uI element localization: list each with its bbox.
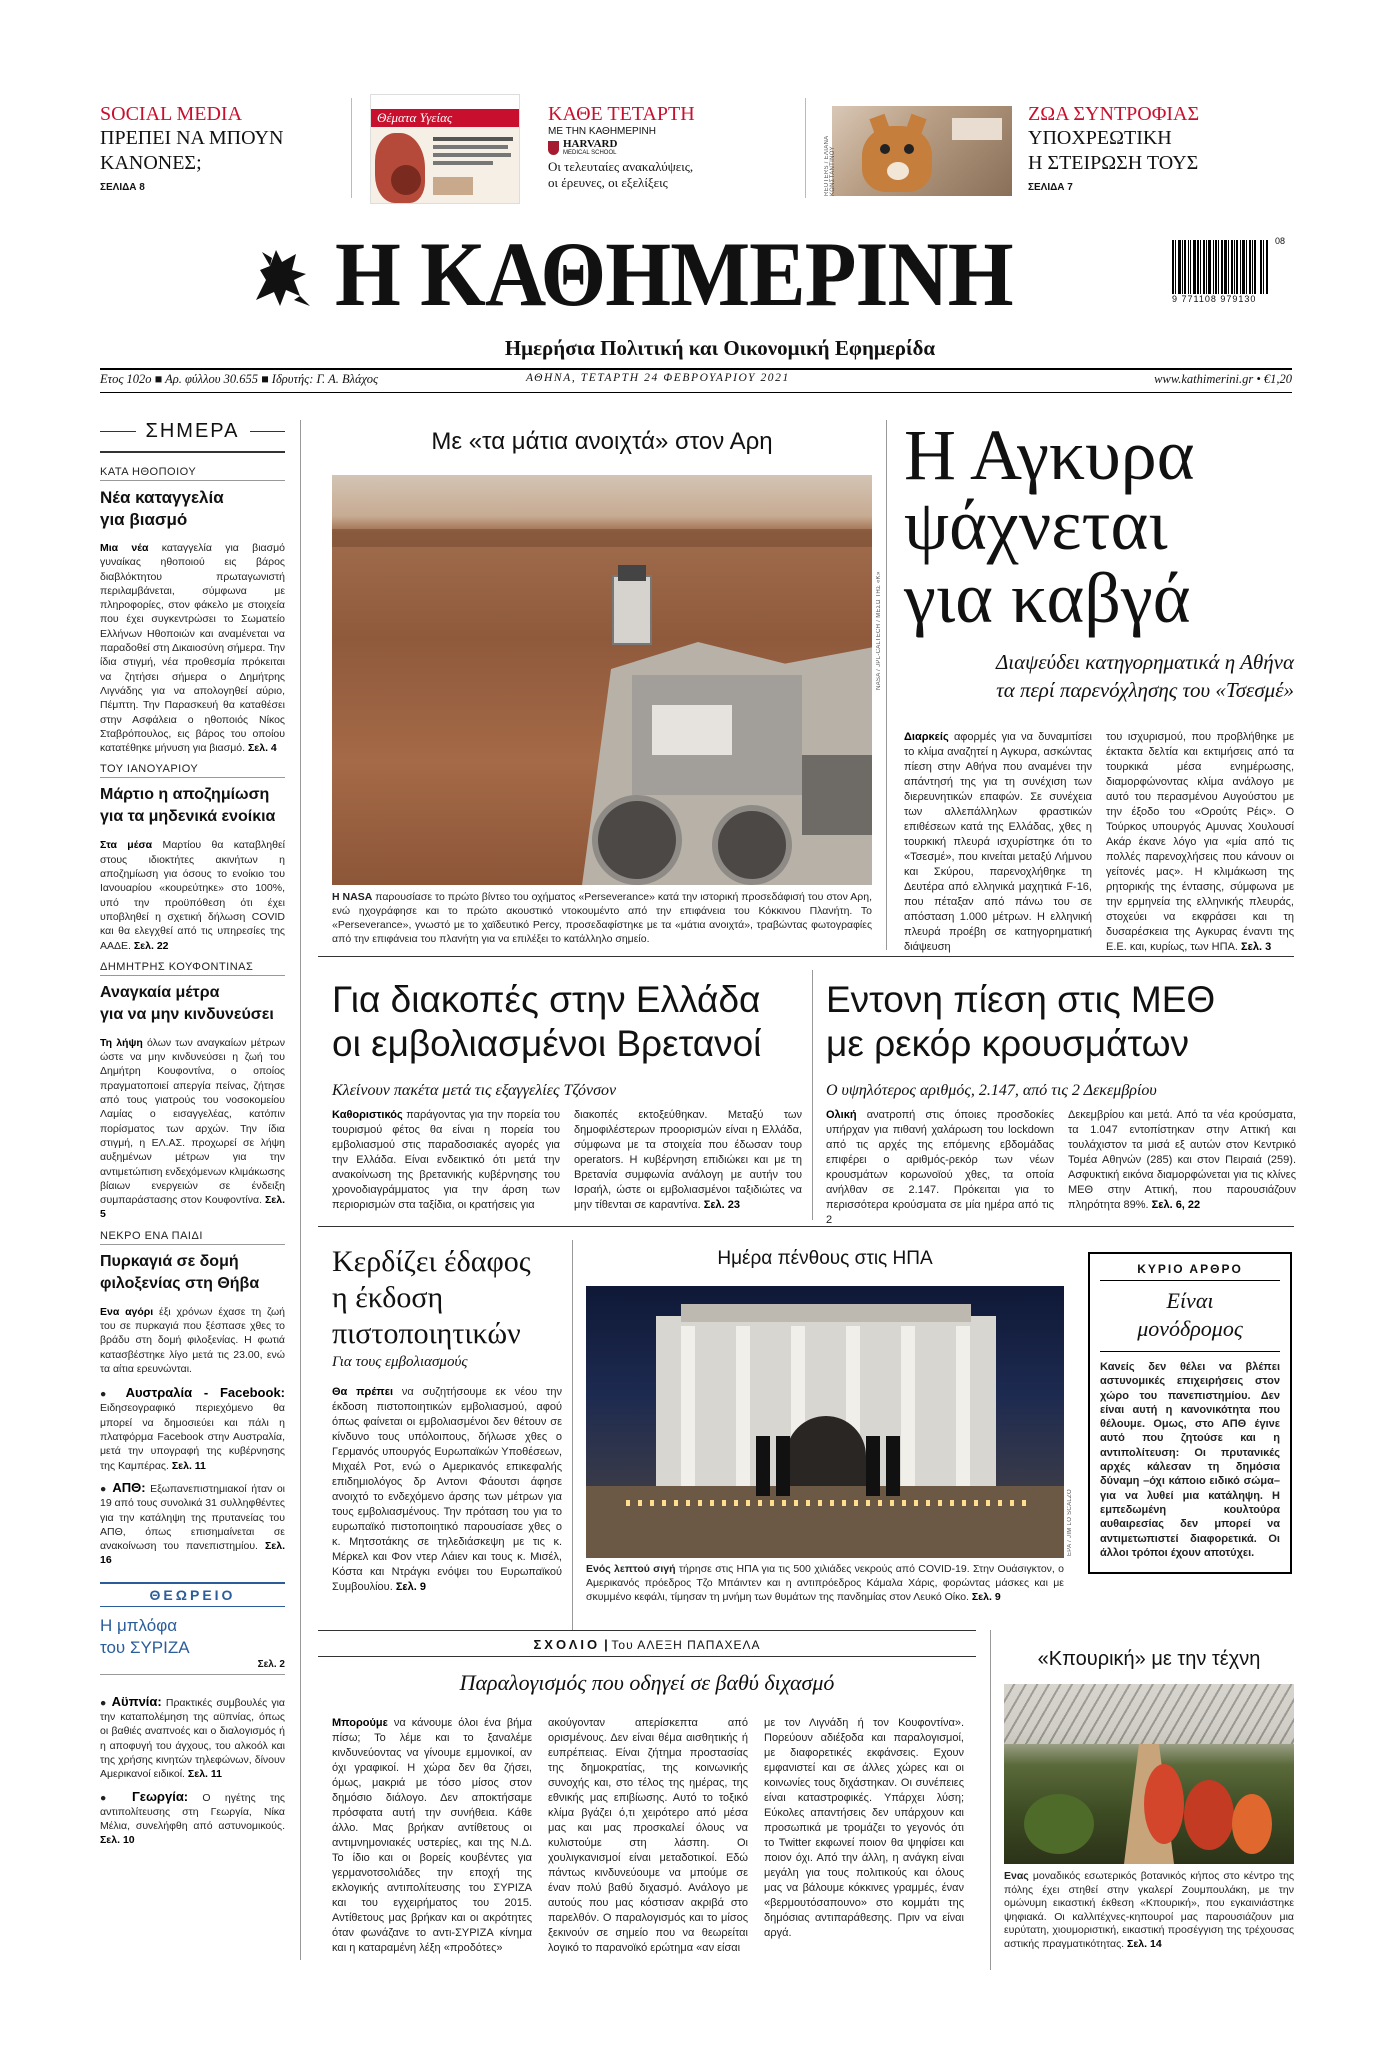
sidebar-kicker: ΝΕΚΡΟ ΕΝΑ ΠΑΙΔΙ bbox=[100, 1230, 285, 1245]
teaser-title: Η ΣΤΕΙΡΩΣΗ ΤΟΥΣ bbox=[1028, 152, 1199, 174]
kitten-photo[interactable] bbox=[832, 106, 1012, 196]
barcode-issue: 08 bbox=[1275, 236, 1286, 246]
britons-body: παράγοντας για την πορεία του τουρισμού φέτος θα είναι η πορεία του εμβολιασμού στις παραδοσιακές αγορές για την Ελλάδα. Είναι ενδεικτικό ότι μετά την ανακοίνωση της βρετανικής κυβέρνησης του χρονοδιαγράμματος για την άρση των περιορισμών στα ταξίδια, οι κρατήσεις για bbox=[332, 1109, 560, 1211]
ankara-subhead: τα περί παρενόχλησης του «Τσεσμέ» bbox=[996, 678, 1294, 702]
sidebar-lead: Ενα αγόρι bbox=[100, 1305, 154, 1318]
ankara-headline: για καβγά bbox=[904, 558, 1191, 638]
section-rule bbox=[318, 956, 1294, 957]
masthead-subtitle: Ημερήσια Πολιτική και Οικονομική Εφημερίδα bbox=[504, 336, 936, 360]
bullet-head: Γεωργία: bbox=[131, 1788, 189, 1804]
teaser-text: Οι τελευταίες ανακαλύψεις, bbox=[548, 159, 694, 174]
ankara-article[interactable] bbox=[904, 415, 1294, 704]
barcode-number: 9 771108 979130 bbox=[1172, 294, 1257, 304]
britons-subhead: Κλείνουν πακέτα μετά τις εξαγγελίες Τζόνσον bbox=[332, 1082, 617, 1099]
icu-body: ανατροπή στις όποιες προσδοκίες υπήρχαν για πιθανή χαλάρωση του lockdown από τις αρχές της επόμενης εβδομάδας επιφέρει ο αριθμός-ρεκόρ των νέων κρουσμάτων κορωνοϊού χθες, τα οποία ανήλθαν σε 2.147. Πρόκειται για το περισσότερα κρούσματα σε μία ημέρα από τις 2 bbox=[826, 1109, 1054, 1226]
teaser-social-media[interactable] bbox=[100, 102, 350, 193]
comment-label: ΣΧΟΛΙΟ bbox=[533, 1637, 601, 1652]
photo-credit: EPA / JIM LO SCALZO bbox=[1067, 1489, 1073, 1556]
icu-lead: Ολική bbox=[826, 1109, 857, 1121]
sidebar-page: Σελ. 22 bbox=[133, 939, 169, 952]
theatro-page: Σελ. 2 bbox=[100, 1659, 285, 1675]
theatro-label: ΘΕΩΡΕΙΟ bbox=[100, 1584, 285, 1607]
sidebar-page: Σελ. 4 bbox=[247, 742, 277, 755]
ankara-col2 bbox=[1106, 730, 1294, 955]
ankara-headline: ψάχνεται bbox=[904, 485, 1168, 565]
editorial-body: Κανείς δεν θέλει να βλέπει αστυνομικές επιχειρήσεις στον χώρο του πανεπιστημίου. Δεν είναι αυτή η κανονικότητα που θέλουμε. Ομως, στο ΑΠΘ έγινε αυτό που ζητούσε και η αντιπολίτευση: Οι πρυτανικές αρχές κάλεσαν τη δημόσια δύναμη –όχι κάποιο ειδικό σώμα– για να λυθεί μια κατάληψη. Η εμπεδωμένη κουλτούρα αυθαιρεσίας δεν μπορεί να αντιμετωπιστεί διαφορετικά. Οι άλλοι τρόποι έχουν αποτύχει. bbox=[1100, 1361, 1280, 1559]
section-rule bbox=[318, 1656, 976, 1657]
icu-col1 bbox=[826, 1108, 1054, 1228]
editorial-box[interactable] bbox=[1088, 1252, 1292, 1574]
teaser-divider bbox=[351, 98, 352, 198]
bullet-body: Εξωπανεπιστημιακοί ήταν οι 19 από τους συνολικά 31 συλληφθέντες για την κατάληψη της πρυτανείας του ΑΠΘ, όπως επισημαίνεται σε ανακοίνωση του πανεπιστημίου. bbox=[100, 1482, 285, 1553]
kitsch-headline[interactable]: «Κπουρική» με την τέχνη bbox=[1037, 1648, 1261, 1670]
teaser-kicker: ΖΩΑ ΣΥΝΤΡΟΦΙΑΣ bbox=[1028, 103, 1200, 125]
teaser-harvard[interactable] bbox=[548, 102, 788, 191]
sidebar-kicker: ΤΟΥ ΙΑΝΟΥΑΡΙΟΥ bbox=[100, 763, 285, 778]
certs-lead: Θα πρέπει bbox=[332, 1386, 394, 1398]
sidebar-lead: Τη λήψη bbox=[100, 1036, 143, 1049]
comment-lead: Μπορούμε bbox=[332, 1717, 388, 1729]
column-divider bbox=[990, 1630, 991, 1970]
comment-col2 bbox=[548, 1716, 748, 1956]
mars-caption bbox=[332, 890, 872, 946]
teaser-page: ΣΕΛΙΔΑ 7 bbox=[1028, 182, 1073, 193]
issue-info: Ετος 102ο ■ Αρ. φύλλου 30.655 ■ Ιδρυτής: Γ. Α. Βλάχος bbox=[100, 372, 379, 386]
caption-lead: Ενός λεπτού σιγή bbox=[586, 1563, 676, 1575]
white-house-photo[interactable] bbox=[586, 1286, 1064, 1558]
theatro-title: Η μπλόφα bbox=[100, 1615, 178, 1635]
website-price[interactable]: www.kathimerini.gr • €1,20 bbox=[1154, 372, 1292, 386]
certs-body: να συζητήσουμε εκ νέου την έκδοση πιστοποιητικών εμβολιασμού, αφού όπως φαίνεται οι εμβολιασμένοι δεν θέτουν σε κίνδυνο τους υπόλοιπους, δήλωσε χθες ο Γερμανός υπουργός Ευρωπαϊκών Υποθέσεων, Μιχαέλ Ροτ, ενώ ο Αμερικανός επικεφαλής επιδημιολόγος δρ Αντονι Φάουτσι άφησε ανοιχτό το ενδεχόμενο άρσης των μέτρων για τους εμβολιασμένους. Την πρόταση του για το ευρωπαϊκό πιστοποιητικό παρουσίασε χθες ο κ. Μητσοτάκης σε τηλεδιάσκεψη με τις κ. Μέρκελ και Φον ντερ Λάιεν και τους κ. Μισέλ, Κόστα και Ντράγκι ενόψει του Ευρωπαϊκού Συμβουλίου. bbox=[332, 1386, 562, 1593]
sidebar-kicker: ΚΑΤΑ ΗΘΟΠΟΙΟΥ bbox=[100, 466, 285, 481]
teaser-title: ΥΠΟΧΡΕΩΤΙΚΗ bbox=[1028, 127, 1172, 149]
issue-date: ΑΘΗΝΑ, ΤΕΤΑΡΤΗ 24 ΦΕΒΡΟΥΑΡΙΟΥ 2021 bbox=[526, 372, 790, 384]
sidebar-bullet[interactable]: ● Αϋπνία: Πρακτικές συμβουλές για την καταπολέμηση της αϋπνίας, όπως οι βαθιές αναπνοές και ο διαλογισμός ή η αποφυγή του άγχους, του αλκοόλ και της χρήσης κινητών τηλεφώνων, δίνουν Αμερικανοί ειδικοί. Σελ. 11 bbox=[100, 1693, 285, 1781]
certs-headline: πιστοποιητικών bbox=[332, 1317, 521, 1350]
teaser-title: ΚΑΝΟΝΕΣ; bbox=[100, 152, 202, 174]
britons-col2 bbox=[574, 1108, 802, 1213]
sidebar-divider bbox=[300, 420, 301, 1960]
caption-body: τήρησε στις ΗΠΑ για τις 500 χιλιάδες νεκρούς από COVID-19. Στην Ουάσιγκτον, ο Αμερικανός πρόεδρος Τζο Μπάιντεν και η αντιπρόεδρος Κάμαλα Χάρις, φορώντας μάσκες και με σκυμμένο κεφάλι, τίμησαν τη μνήμη των θυμάτων της πανδημίας στον Λευκό Οίκο. bbox=[586, 1563, 1065, 1603]
ankara-col1 bbox=[904, 730, 1092, 955]
masthead-title[interactable]: Η ΚΑΘΗΜΕΡΙΝΗ bbox=[335, 223, 1013, 325]
sidebar-body: Μαρτίου θα καταβληθεί στους ιδιοκτήτες ακινήτων η αποζημίωση για όσους το ενοίκιο του Ιανουαρίου «κουρεύτηκε» στο 100%, υπό την προϋπόθεση ότι έχει υποβληθεί η σχετική δήλωση COVID και θα ελεγχθεί από τις υπηρεσίες της ΑΑΔΕ. bbox=[100, 839, 285, 952]
sidebar-title: Αναγκαία μέτρα bbox=[100, 983, 220, 1001]
teaser-sub: ΜΕ ΤΗΝ ΚΑΘΗΜΕΡΙΝΗ bbox=[548, 126, 656, 137]
masthead-rule-top bbox=[100, 368, 1292, 370]
britons-page: Σελ. 23 bbox=[703, 1199, 741, 1211]
certs-page: Σελ. 9 bbox=[395, 1581, 426, 1593]
sidebar-kicker: ΔΗΜΗΤΡΗΣ ΚΟΥΦΟΝΤΙΝΑΣ bbox=[100, 961, 285, 976]
teaser-kicker: SOCIAL MEDIA bbox=[100, 103, 243, 125]
sidebar-title: Μάρτιο η αποζημίωση bbox=[100, 786, 270, 804]
sidebar-lead: Στα μέσα bbox=[100, 839, 153, 852]
masthead-rule-bottom bbox=[100, 392, 1292, 393]
ankara-body: του ισχυρισμού, που προβλήθηκε με έκτακτα δελτία και εκτιμήσεις από τα τουρκικά μέσα ενημέρωσης, διαμορφώνοντας κλίμα ανάλογο με αυτό του περασμένου Αυγούστου με την έξοδο του «Ορούτς Ρέις». Ο Τούρκος υπουργός Αμυνας Χουλουσί Ακάρ έκανε λόγο για «μία από τις πολλές παρενοχλήσεις που κάνουν οι γείτονές μας». Η κλιμάκωση της ρητορικής της έντασης, σύμφωνα με την ερμηνεία της ελληνικής πλευράς, στοχεύει να εκφράσει και τη δυσαρέσκεια της Αγκυρας έναντι της Ε.Ε. και, κυρίως, των ΗΠΑ. bbox=[1106, 731, 1294, 953]
greenhouse-photo[interactable] bbox=[1004, 1684, 1294, 1864]
bullet-body: Ο ηγέτης της αντιπολίτευσης στη Γεωργία, Νίκα Μέλια, συνελήφθη από αστυνομικούς. bbox=[100, 1791, 285, 1833]
bullet-page: Σελ. 10 bbox=[100, 1834, 135, 1847]
harvard-shield-icon bbox=[548, 141, 559, 155]
ankara-page: Σελ. 3 bbox=[1241, 941, 1272, 953]
britons-lead: Καθοριστικός bbox=[332, 1109, 403, 1121]
comment-col1 bbox=[332, 1716, 532, 1956]
teaser-magazine-cover[interactable] bbox=[370, 94, 520, 204]
mars-rover-photo[interactable] bbox=[332, 475, 872, 885]
caption-lead: Ενας bbox=[1004, 1870, 1029, 1882]
caption-lead: Η NASA bbox=[332, 891, 373, 903]
icu-body: Δεκεμβρίου και μετά. Από τα νέα κρούσματα, τα 1.047 εντοπίστηκαν στην Αττική και τουλάχιστον τα μισά εξ αυτών στον Κεντρικό Τομέα Αθηνών (285) και στον Πειραιά (259). Ασφυκτική εικόνα διαμορφώνεται για τις κλίνες ΜΕΘ στην Αττική, που παρουσιάζουν πληρότητα 89%. bbox=[1068, 1109, 1296, 1211]
bullet-page: Σελ. 16 bbox=[100, 1540, 285, 1567]
certs-article[interactable] bbox=[332, 1244, 562, 1595]
bullet-body: Πρακτικές συμβουλές για την καταπολέμηση της αϋπνίας, όπως οι βαθιές αναπνοές και ο διαλογισμός ή η αποφυγή του άγχους, του αλκοόλ και της χρήσης κινητών τηλεφώνων, δίνουν Αμερικανοί ειδικοί. bbox=[100, 1696, 285, 1781]
caption-body: μοναδικός εσωτερικός βοτανικός κήπος στο κέντρο της πόλης έχει στηθεί στην γκαλερί Ζουμπουλάκη, με την ομώνυμη εικαστική έκθεση «Κπουρική», που εγκαινιάστηκε ψηφιακά. Οι καλλιτέχνες-κηπουροί μας παρουσιάζουν μια ευρύτατη, χιουμοριστική, εικαστική προσέγγιση της τρέχουσας αστικής πραγματικότητας. bbox=[1004, 1870, 1295, 1950]
sidebar-item[interactable] bbox=[100, 1230, 285, 1376]
photo-credit: REUTERS / ΕΛΙΑΝΑ ΚΩΝΣΤΑΝΤΙΝΟΥ bbox=[824, 135, 836, 196]
icu-col2 bbox=[1068, 1108, 1296, 1213]
icu-page: Σελ. 6, 22 bbox=[1151, 1199, 1201, 1211]
sidebar-body: καταγγελία για βιασμό γυναίκας ηθοποιού εις βάρος διαβλόκτητου πρωταγωνιστή περιλαμβάνεται, σύμφωνα με πληροφορίες, στον φάκελο με στοιχεία που έχει συγκεντρώσει το Σωματείο Ελλήνων Ηθοποιών και αναμένεται να παραδοθεί στη Δικαιοσύνη σήμερα. Την ίδια στιγμή, νέα προθεσμία πρόκειται να ζητήσει σήμερα ο Δημήτρης Λιγνάδης για να απολογηθεί αύριο, Πέμπτη. Την Παρασκευή θα καταθέσει στην Ασφάλεια ο ηθοποιός Νίκος Σταβρόπουλος, εις βάρος του οποίου κατατέθηκε μήνυση για βιασμό. bbox=[100, 542, 285, 755]
theatro-title: του ΣΥΡΙΖΑ bbox=[100, 1637, 190, 1657]
caption-page: Σελ. 9 bbox=[971, 1591, 1001, 1603]
sidebar-title: για να μην κινδυνεύσει bbox=[100, 1005, 274, 1023]
griffin-logo-icon bbox=[246, 240, 316, 314]
photo-credit: NASA / JPL-CALTECH / ΜΕΣΩ ΤΗΣ «Κ» bbox=[876, 571, 882, 690]
britons-article[interactable] bbox=[332, 978, 802, 1100]
caption-page: Σελ. 14 bbox=[1127, 1937, 1162, 1950]
mars-kicker: Με «τα μάτια ανοιχτά» στον Αρη bbox=[431, 428, 773, 455]
comment-col3 bbox=[764, 1716, 964, 1941]
magazine-title: Θέματα Υγείας bbox=[371, 109, 519, 127]
sidebar-bullet[interactable]: ● ΑΠΘ: Εξωπανεπιστημιακοί ήταν οι 19 από τους συνολικά 31 συλληφθέντες για την κατάληψη της πρυτανείας του ΑΠΘ, όπως επισημαίνεται σε ανακοίνωση του πανεπιστημίου. Σελ. 16 bbox=[100, 1479, 285, 1567]
usa-caption bbox=[586, 1562, 1064, 1604]
comment-headline[interactable]: Παραλογισμός που οδηγεί σε βαθύ διχασμό bbox=[459, 1670, 835, 1695]
sidebar-item[interactable] bbox=[100, 961, 285, 1222]
teaser-page: ΣΕΛΙΔΑ 8 bbox=[100, 182, 145, 193]
kitsch-caption bbox=[1004, 1870, 1294, 1951]
comment-body: με τον Λιγνάδη ή τον Κουφοντίνα». Πορεύουν αδιέξοδα και παραλογισμοί, με διαφορετικές εκφάνσεις. Εχουν εμφανιστεί και σε άλλες χώρες και οι κοινωνίες τους διχάστηκαν. Οι συνέπειες είναι καταστροφικές. Υπάρχει λύση; Εύκολες απαντήσεις δεν υπάρχουν και προσωπικά με τρομάζει το γεγονός ότι το Twitter εκφωνεί ποιον θα ψηφίσει και ποιον όχι. Από την άλλη, η ανάγκη είναι μεγάλη για τους πολιτικούς και όλους μας να βάλουμε κόκκινες γραμμές, έναν «βερμουτόσαπουνο» στο κομμάτι της δημόσιας αντιπαράθεσης. Πριν να είναι αργά. bbox=[764, 1717, 964, 1939]
sidebar-body: όλων των αναγκαίων μέτρων ώστε να μην κινδυνεύσει η ζωή του Δημήτρη Κουφοντίνα, ο οποίος πραγματοποιεί απεργία πείνας, ζήτησε από τους γιατρούς του νοσοκομείου Λαμίας ο εισαγγελέας, κατόπιν πορίσματος των αρχών. Την ίδια στιγμή, η ΕΛ.ΑΣ. προχωρεί σε λήψη αυξημένων μέτρων για την αντιμετώπιση ενδεχόμενων κλιμάκωσης βίαιων ενεργειών σε ένδειξη συμπαράστασης στον Κουφοντίνα. bbox=[100, 1036, 285, 1207]
sidebar-item[interactable] bbox=[100, 466, 285, 755]
teaser-pets[interactable] bbox=[1028, 102, 1278, 193]
sidebar-page: Σελ. 5 bbox=[100, 1194, 285, 1221]
sidebar-title: για βιασμό bbox=[100, 510, 188, 529]
teaser-kicker: ΚΑΘΕ ΤΕΤΑΡΤΗ bbox=[548, 103, 695, 125]
bullet-body: Ειδησεογραφικό περιεχόμενο θα μπορεί να δημοσιεύει και πάλι η πλατφόρμα Facebook στην Αυστραλία, μετά την υπογραφή της κυβέρνησης της Καμπέρας. bbox=[100, 1402, 285, 1472]
sidebar-title: φιλοξενίας στη Θήβα bbox=[100, 1274, 260, 1292]
teaser-divider bbox=[805, 98, 806, 198]
usa-kicker: Ημέρα πένθους στις ΗΠΑ bbox=[717, 1248, 933, 1269]
sidebar-item[interactable] bbox=[100, 763, 285, 952]
icu-headline: Εντονη πίεση στις ΜΕΘ bbox=[826, 979, 1216, 1020]
editorial-label: ΚΥΡΙΟ ΑΡΘΡΟ bbox=[1100, 1262, 1280, 1281]
icu-subhead: Ο υψηλότερος αριθμός, 2.147, από τις 2 Δεκεμβρίου bbox=[826, 1082, 1157, 1099]
sidebar-today: ΣΗΜΕΡΑ bbox=[145, 420, 240, 442]
section-rule bbox=[318, 1630, 976, 1631]
section-rule bbox=[318, 1226, 1294, 1227]
sidebar-title: Πυρκαγιά σε δομή bbox=[100, 1252, 239, 1270]
certs-headline: Κερδίζει έδαφος bbox=[332, 1245, 531, 1278]
teaser-text: οι έρευνες, οι εξελίξεις bbox=[548, 175, 668, 190]
bullet-head: Αυστραλία - Facebook: bbox=[125, 1385, 285, 1401]
column-divider bbox=[572, 1240, 573, 1630]
ankara-headline: Η Αγκυρα bbox=[904, 415, 1195, 495]
comment-author: Του ΑΛΕΞΗ ΠΑΠΑΧΕΛΑ bbox=[611, 1638, 761, 1652]
certs-subhead: Για τους εμβολιασμούς bbox=[332, 1354, 468, 1370]
teaser-title: ΠΡΕΠΕΙ ΝΑ ΜΠΟΥΝ bbox=[100, 127, 284, 149]
bullet-page: Σελ. 11 bbox=[171, 1459, 206, 1472]
sidebar bbox=[100, 420, 285, 1848]
editorial-title: μονόδρομος bbox=[1100, 1315, 1280, 1352]
ankara-body: αφορμές για να δυναμιτίσει το κλίμα αναζητεί η Αγκυρα, ασκώντας πίεση στην Αθήνα που αναμένει την απάντησή της για τη συνέχιση των διερευνητικών επαφών. Σε συνέχεια των αλλεπάλληλων φραστικών επιθέσεων κατά της Ελλάδας, χθες η τουρκική πλευρά ισχυρίστηκε ότι το «Τσεσμέ», που κινείται μεταξύ Λήμνου και Σκύρου, παρενοχλήθηκε τη Δευτέρα από ελληνικά μαχητικά F-16, που πέταξαν από πάνω του σε απόσταση 1.000 μέτρων. Η ελληνική πλευρά προέβη σε κατηγορηματική διάψευση bbox=[904, 731, 1092, 953]
theatro-box[interactable] bbox=[100, 1582, 285, 1675]
sidebar-bullet[interactable]: ● Αυστραλία - Facebook: Ειδησεογραφικό περιεχόμενο θα μπορεί να δημοσιεύει και πάλι η πλατφόρμα Facebook στην Αυστραλία, μετά την υπογραφή της κυβέρνησης της Καμπέρας. Σελ. 11 bbox=[100, 1385, 285, 1472]
column-divider bbox=[812, 970, 813, 1220]
harvard-brand: HARVARD bbox=[563, 138, 618, 150]
icu-headline: με ρεκόρ κρουσμάτων bbox=[826, 1023, 1189, 1064]
certs-headline: η έκδοση bbox=[332, 1281, 444, 1314]
sidebar-bullet[interactable]: ● Γεωργία: Ο ηγέτης της αντιπολίτευσης στη Γεωργία, Νίκα Μέλια, συνελήφθη από αστυνομικούς. Σελ. 10 bbox=[100, 1788, 285, 1847]
sidebar-lead: Μια νέα bbox=[100, 542, 149, 554]
column-divider bbox=[886, 420, 887, 950]
ankara-lead: Διαρκείς bbox=[904, 731, 949, 743]
comment-body: να κάνουμε όλοι ένα βήμα πίσω; Το λέμε και το ξαναλέμε κινδυνεύοντας να γίνουμε εμμονικοί, αν όχι γραφικοί. Η χώρα δεν θα ζήσει, όμως, μακριά με τόσο μίσος στον δημόσιο διάλογο. Δεν αποκτήσαμε πρόσφατα αυτή την συνήθεια. Κάθε άλλο. Μας βρήκαν αντίθετους οι αντιμνημονιακές υστερίες, και της Ν.Δ. Το ίδιο και οι βορείς κουβέντες για γερμανοτσολιάδες την εποχή της εκλογικής αντιπολίτευσης του ΣΥΡΙΖΑ και του εγχειρήματος του 2015. Αντίθετους μας βρήκαν και οι ακρότητες όταν φωνάζανε το αντι-ΣΥΡΙΖΑ κίνημα και η καταραμένη λέξη «προδότες» bbox=[332, 1717, 532, 1954]
harvard-brand-sub: MEDICAL SCHOOL bbox=[563, 150, 617, 156]
barcode bbox=[1172, 240, 1292, 312]
britons-headline: Για διακοπές στην Ελλάδα bbox=[332, 979, 761, 1020]
bullet-head: ΑΠΘ: bbox=[112, 1479, 146, 1495]
bullet-head: Αϋπνία: bbox=[111, 1693, 162, 1709]
britons-headline: οι εμβολιασμένοι Βρετανοί bbox=[332, 1023, 762, 1064]
ankara-subhead: Διαψεύδει κατηγορηματικά η Αθήνα bbox=[995, 650, 1294, 674]
bullet-page: Σελ. 11 bbox=[187, 1768, 222, 1781]
britons-body: διακοπές εκτοξεύθηκαν. Μεταξύ των δημοφιλέστερων προορισμών είναι η Ελλάδα, σύμφωνα με τα στοιχεία που έδωσαν τουρ operators. Η κυβέρνηση επιδιώκει και με τη Βρετανία συμφωνία ανάλογη με αυτήν του Ισραήλ, ώστε οι εμβολιασμένοι ταξιδιώτες να μην τίθενται σε καραντίνα. bbox=[574, 1109, 802, 1211]
comment-header: ΣΧΟΛΙΟ | Του ΑΛΕΞΗ ΠΑΠΑΧΕΛΑ bbox=[533, 1637, 761, 1652]
editorial-title: Είναι bbox=[1166, 1288, 1214, 1313]
sidebar-title: Νέα καταγγελία bbox=[100, 488, 224, 507]
comment-body: ακούγονταν απερίσκεπτα από ορισμένους. Δεν είναι θέμα αισθητικής ή ευπρέπειας. Είναι ζήτημα προστασίας της δημοκρατίας, της κοινωνικής συνοχής και, στο τέλος της ημέρας, της εθνικής μας επιβίωσης. Αυτό το τοξικό κλίμα βγάζει ό,τι χειρότερο από μέσα μας και μας προσκαλεί όλους να κυλιστούμε στη λάσπη. Οι χουλιγκανισμοί είναι μεταδοτικοί. Εδώ πάντως κινδυνεύουμε να μπούμε σε έναν πολύ βαθύ διχασμό. Ανάλογο με αυτούς που μας κόστισαν ακριβά στο παρελθόν. Ο παραλογισμός και το μίσος ξεκινούν σε σημείο που να θεωρείται λογικό το παρανοϊκό ερώτημα «αν είσαι bbox=[548, 1717, 748, 1954]
caption-body: παρουσίασε το πρώτο βίντεο του οχήματος «Perseverance» κατά την ιστορική προσεδάφισή του στον Αρη, ενώ ηχογράφησε και το πρώτο ακουστικό ντοκουμέντο από την επιφάνεια του Κόκκινου Πλανήτη. Το «Perseverance», γνωστό με το χαϊδευτικό Percy, προσεδαφίστηκε με τα «μάτια ανοιχτά», τραβώντας φωτογραφίες από την επιφάνεια του πλανήτη για να επιλέξει το κατάλληλο σημείο. bbox=[332, 891, 872, 945]
icu-article[interactable] bbox=[826, 978, 1296, 1100]
sidebar-title: για τα μηδενικά ενοίκια bbox=[100, 808, 276, 826]
sidebar-body: έξι χρόνων έχασε τη ζωή του σε πυρκαγιά που ξέσπασε χθες το βράδυ στη δομή φιλοξενίας. Η φωτιά κατασβέστηκε λίγο μετά τις 23.00, ενώ τα αίτια ερευνώνται. bbox=[100, 1305, 285, 1375]
britons-col1 bbox=[332, 1108, 560, 1213]
